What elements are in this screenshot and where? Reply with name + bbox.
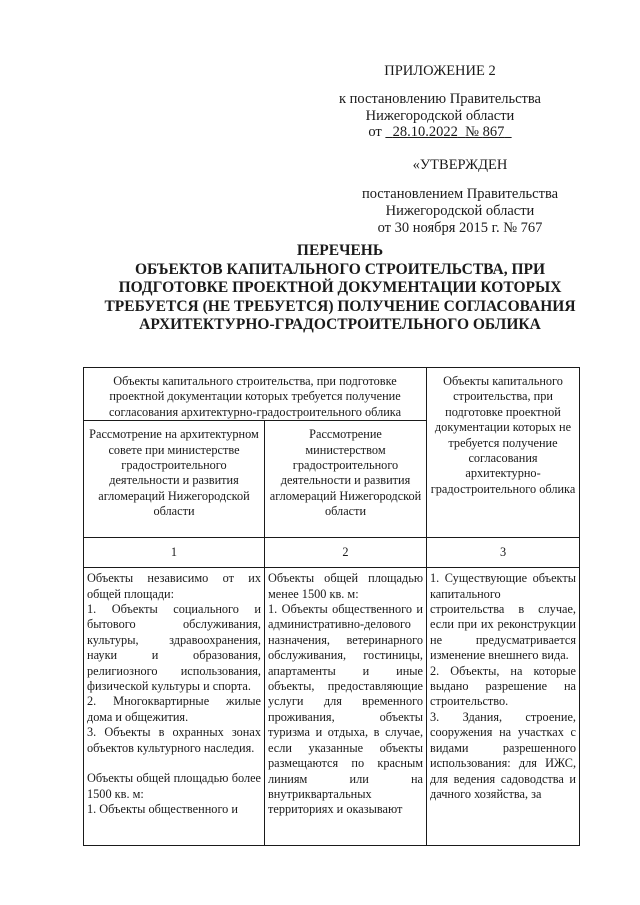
paragraph: 2. Объекты, на которые выдано разрешение на строительство. (430, 663, 577, 709)
title-line: ПОДГОТОВКЕ ПРОЕКТНОЙ ДОКУМЕНТАЦИИ КОТОРЫХ (118, 279, 562, 296)
title-line: ПЕРЕЧЕНЬ (296, 242, 384, 259)
annex-date-line (300, 123, 580, 141)
approved-date: от 30 ноября 2015 г. № 767 (377, 220, 543, 236)
objects-table (83, 367, 580, 846)
col1-header-cell: Рассмотрение на архитектурном совете при министерстве градостроительного деятельности и развития агломераций Нижегородской области (84, 421, 265, 538)
annex-region: Нижегородской области (365, 108, 515, 124)
col-number-2: 2 (265, 538, 427, 568)
annex-title: ПРИЛОЖЕНИЕ 2 (384, 63, 496, 79)
annex-number: 867 (482, 124, 505, 140)
annex-to-resolution: к постановлению Правительства (339, 91, 541, 107)
paragraph: 1. Объекты социального и бытового обслуживания, культуры, здравоохранения, науки и образования, религиозного использования, физической культуры и спорта. (87, 602, 261, 694)
approved-region: Нижегородской области (385, 203, 535, 219)
paragraph: 3. Объекты в охранных зонах объектов культурного наследия. (87, 725, 261, 755)
document-title (80, 242, 600, 335)
col-number-3: 3 (427, 538, 580, 568)
paragraph: 1. Существующие объекты капитального строительства в случае, если при их реконструкции не предусматривается изменение внешнего вида. (430, 571, 577, 663)
paragraph: 2. Многоквартирные жилые дома и общежития. (87, 694, 261, 724)
col3-header-cell: Объекты капитального строительства, при подготовке проектной документации которых не требуется получение согласования архитектурно-градостроительного облика (427, 368, 580, 538)
paragraph-gap (87, 756, 261, 771)
annex-date: 28.10.2022 № 867 (392, 124, 505, 140)
annex-number-prefix: № (465, 124, 479, 140)
title-line: АРХИТЕКТУРНО-ГРАДОСТРОИТЕЛЬНОГО ОБЛИКА (139, 316, 541, 333)
approved-by: постановлением Правительства (361, 186, 559, 202)
col-number-1: 1 (84, 538, 265, 568)
paragraph: Объекты общей площадью более 1500 кв. м: (87, 771, 261, 801)
group-header-cell: Объекты капитального строительства, при подготовке проектной документации которых требуется получение согласования архитектурно-градостроительного облика (84, 368, 427, 421)
paragraph: Объекты общей площадью менее 1500 кв. м: (268, 571, 424, 601)
annex-date-prefix: от (368, 124, 382, 140)
paragraph: 1. Объекты общественного и (87, 801, 238, 816)
col2-body-cell (265, 568, 427, 846)
approved-label: «УТВЕРЖДЕН (412, 157, 508, 173)
paragraph: 1. Объекты общественного и административно-делового назначения, ветеринарного обслуживания, гостиницы, апартаменты и иные объекты, предоставляющие услуги для временного проживания, объекты туризма и отдыха, в случае, если указанные объекты размещаются по красным линиям или на внутриквартальных территориях и оказывают (268, 602, 424, 817)
col3-body-cell (427, 568, 580, 846)
title-line: ОБЪЕКТОВ КАПИТАЛЬНОГО СТРОИТЕЛЬСТВА, ПРИ (134, 260, 546, 278)
col2-header-cell: Рассмотрение министерством градостроительного деятельности и развития агломераций Нижегородской области (265, 421, 427, 538)
title-line: ТРЕБУЕТСЯ (НЕ ТРЕБУЕТСЯ) ПОЛУЧЕНИЕ СОГЛАСОВАНИЯ (104, 297, 576, 315)
paragraph: Объекты независимо от их общей площади: (87, 571, 261, 601)
paragraph: 3. Здания, строение, сооружения на участках с видами разрешенного использования: для ИЖС, для ведения садоводства и дачного хозяйства, за (430, 709, 577, 801)
col1-body-cell (84, 568, 265, 846)
